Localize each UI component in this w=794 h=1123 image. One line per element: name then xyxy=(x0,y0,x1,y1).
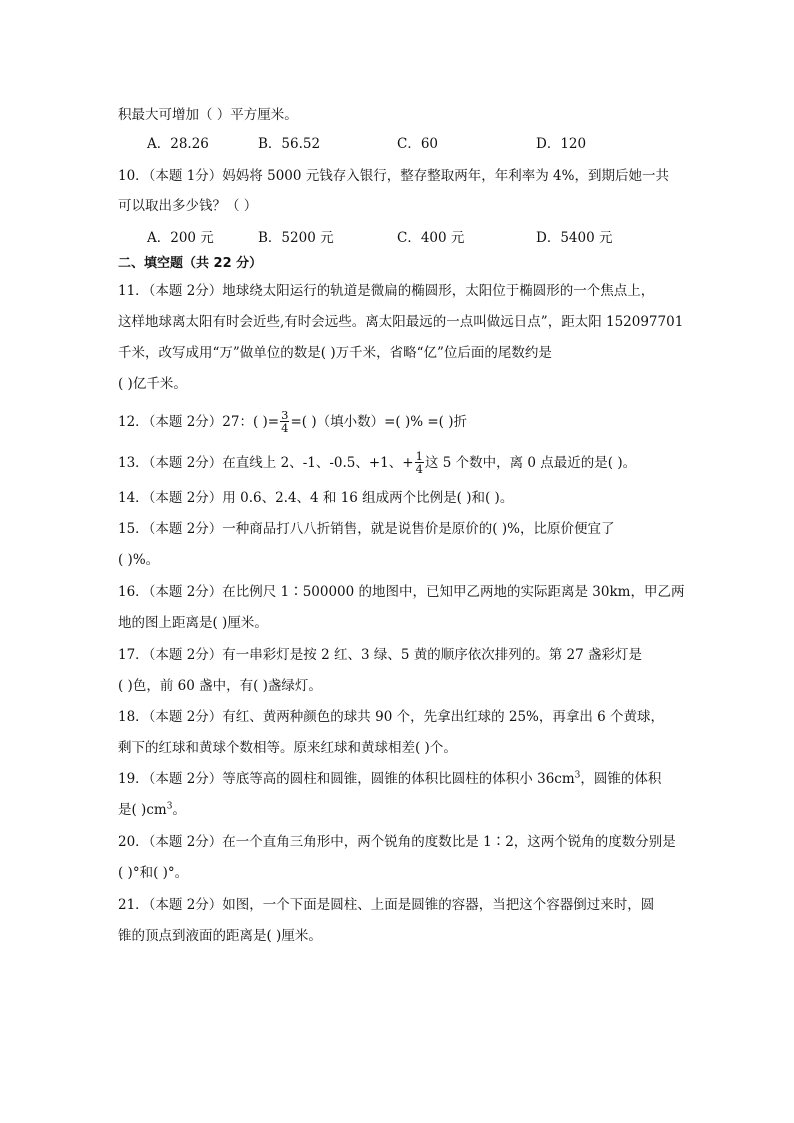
q21-line-2: 锥的顶点到液面的距离是( )厘米。 xyxy=(118,928,322,944)
q19-superscript-1: 3 xyxy=(574,770,581,781)
q16-line-1: 16．（本题 2分）在比例尺 1∶500000 的地图中，已知甲乙两地的实际距离是 30km，甲乙两 xyxy=(118,584,685,600)
q11-line-3: 千米，改写成用“万”做单位的数是( )万千米，省略“亿”位后面的尾数约是 xyxy=(118,345,552,361)
q19-line-2-suffix: 。 xyxy=(172,802,186,818)
q10-option-c: C．400 元 xyxy=(397,230,465,246)
q10-option-d: D．5400 元 xyxy=(536,230,613,246)
q9-continuation: 积最大可增加（ ）平方厘米。 xyxy=(118,107,298,123)
q14-line-1: 14．（本题 2分）用 0.6、2.4、4 和 16 组成两个比例是( )和( )。 xyxy=(118,490,514,506)
q17-line-1: 17．（本题 2分）有一串彩灯是按 2 红、3 绿、5 黄的顺序依次排列的。第 27 盏彩灯是 xyxy=(118,647,643,663)
q12-fraction-numerator: 3 xyxy=(281,408,289,422)
q19-superscript-2: 3 xyxy=(166,801,173,812)
q10-line-1: 10．（本题 1分）妈妈将 5000 元钱存入银行，整存整取两年，年利率为 4%，到期后她一共 xyxy=(118,168,669,184)
q10-option-b: B．5200 元 xyxy=(258,230,334,246)
q19-line-1 xyxy=(118,770,661,788)
q10-option-a: A．200 元 xyxy=(147,230,214,246)
q18-line-1: 18．（本题 2分）有红、黄两种颜色的球共 90 个，先拿出红球的 25%，再拿出 6 个黄球， xyxy=(118,709,665,725)
q18-line-2: 剩下的红球和黄球个数相等。原来红球和黄球相差( )个。 xyxy=(118,740,457,756)
q12-fraction-denominator: 4 xyxy=(281,421,289,435)
q20-line-2: ( )°和( )°。 xyxy=(118,865,189,881)
q13-fraction xyxy=(415,450,424,475)
q11-line-2: 这样地球离太阳有时会近些,有时会远些。离太阳最远的一点叫做远日点”，距太阳 152097701 xyxy=(118,314,684,330)
q13-prefix: 13．（本题 2分）在直线上 2、-1、-0.5、+1、+ xyxy=(118,455,414,471)
q9-option-c: C．60 xyxy=(397,136,439,152)
q19-line-1-suffix: ，圆锥的体积 xyxy=(580,771,662,787)
q16-line-2: 地的图上距离是( )厘米。 xyxy=(118,615,268,631)
q13-suffix: 这 5 个数中，离 0 点最近的是( )。 xyxy=(424,455,637,471)
q12-line xyxy=(118,410,467,435)
q20-line-1: 20．（本题 2分）在一个直角三角形中，两个锐角的度数比是 1∶2，这两个锐角的度数分别是 xyxy=(118,834,676,850)
q10-line-2: 可以取出多少钱？（ ） xyxy=(118,198,258,214)
q17-line-2: ( )色，前 60 盏中，有( )盏绿灯。 xyxy=(118,678,322,694)
q15-line-2: ( )%。 xyxy=(118,552,160,568)
q21-line-1: 21．（本题 2分）如图，一个下面是圆柱、上面是圆锥的容器，当把这个容器倒过来时，圆 xyxy=(118,897,655,913)
q13-line xyxy=(118,451,636,476)
q13-fraction-numerator: 1 xyxy=(415,449,423,463)
q11-line-1: 11．（本题 2分）地球绕太阳运行的轨道是微扁的椭圆形，太阳位于椭圆形的一个焦点上， xyxy=(118,283,655,299)
q12-suffix: =( )（填小数）=( )% =( )折 xyxy=(290,414,467,430)
q12-prefix: 12．（本题 2分）27：( )= xyxy=(118,414,280,430)
q12-fraction xyxy=(280,409,289,434)
q15-line-1: 15．（本题 2分）一种商品打八八折销售，就是说售价是原价的( )%，比原价便宜了 xyxy=(118,521,615,537)
q11-line-4: ( )亿千米。 xyxy=(118,376,187,392)
q9-option-b: B．56.52 xyxy=(258,136,321,152)
q19-line-2 xyxy=(118,801,186,819)
q19-line-2-prefix: 是( )cm xyxy=(118,802,167,818)
q9-option-a: A．28.26 xyxy=(147,136,209,152)
q9-option-d: D．120 xyxy=(536,136,587,152)
section-title-fill-in: 二、填空题（共 22 分） xyxy=(118,256,263,271)
q13-fraction-denominator: 4 xyxy=(415,462,423,476)
q19-line-1-prefix: 19．（本题 2分）等底等高的圆柱和圆锥，圆锥的体积比圆柱的体积小 36cm xyxy=(118,771,575,787)
